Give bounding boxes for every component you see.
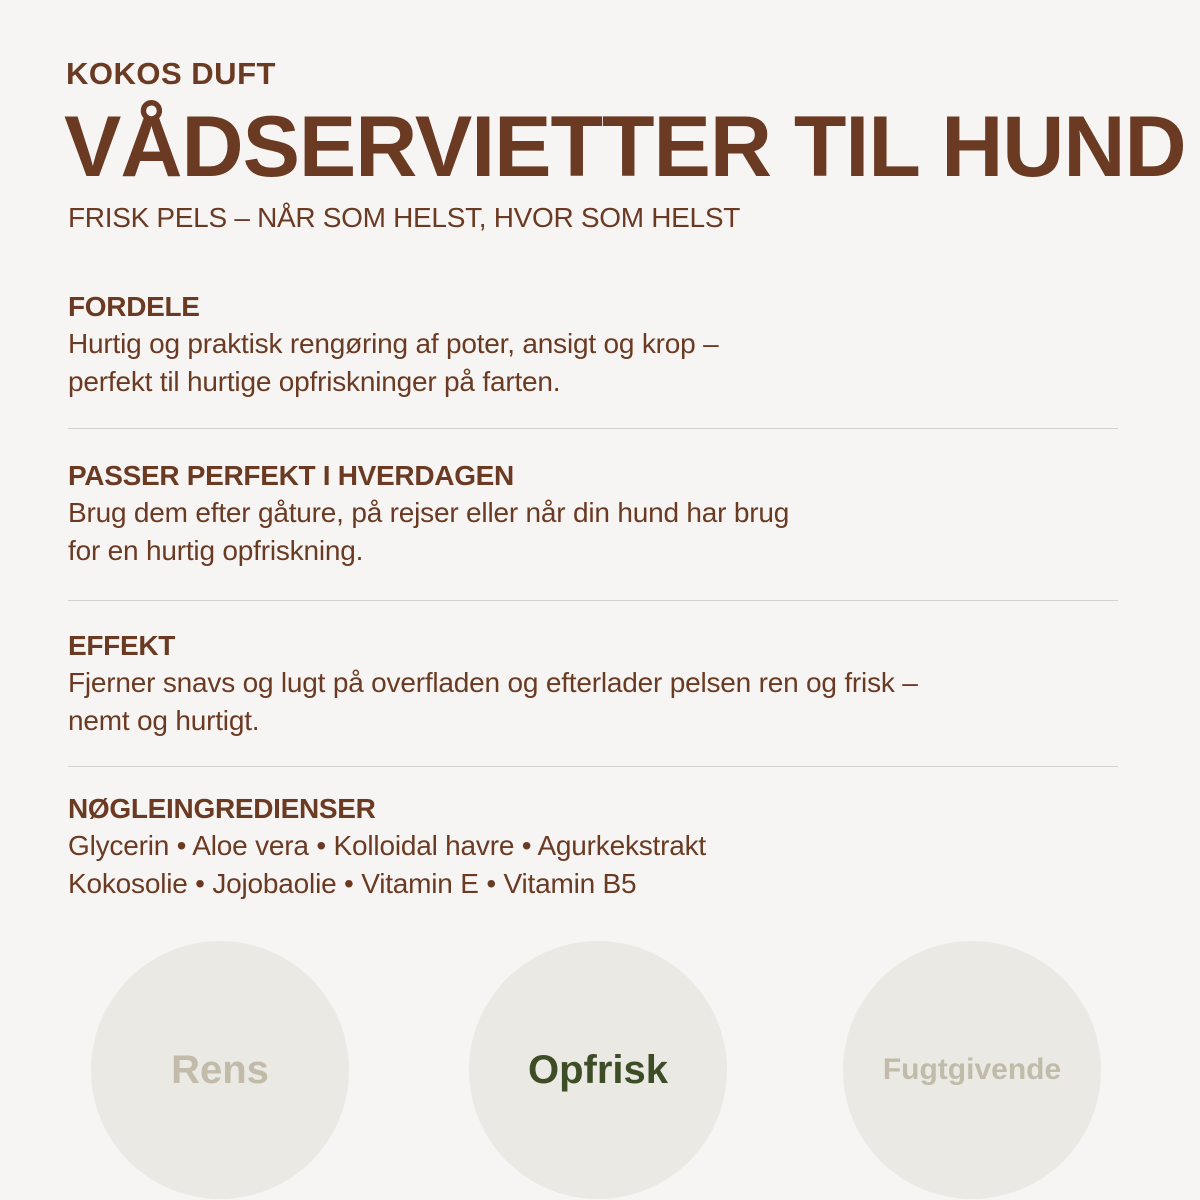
section-line: perfekt til hurtige opfriskninger på farten.	[68, 366, 561, 397]
section-ingredienser	[68, 791, 1118, 903]
badge-opfrisk	[469, 941, 727, 1199]
section-line: Kokosolie • Jojobaolie • Vitamin E • Vitamin B5	[68, 868, 637, 899]
section-fordele	[68, 289, 1118, 401]
divider	[68, 428, 1118, 429]
badge-fugtgivende	[843, 941, 1101, 1199]
badge-label: Fugtgivende	[882, 1053, 1062, 1086]
section-body	[68, 664, 1118, 740]
page-title: VÅDSERVIETTER TIL HUND	[64, 99, 1186, 195]
section-line: for en hurtig opfriskning.	[68, 535, 364, 566]
kicker-label: KOKOS DUFT	[66, 56, 276, 91]
section-title: PASSER PERFEKT I HVERDAGEN	[68, 460, 514, 491]
section-line: nemt og hurtigt.	[68, 705, 260, 736]
section-body	[68, 325, 1118, 401]
badge-rens	[91, 941, 349, 1199]
badge-label: Rens	[171, 1047, 269, 1092]
section-title: NØGLEINGREDIENSER	[68, 793, 376, 824]
section-hverdagen	[68, 458, 1118, 570]
page-subtitle: FRISK PELS – NÅR SOM HELST, HVOR SOM HELST	[68, 202, 741, 233]
section-title: EFFEKT	[68, 630, 176, 661]
section-effekt	[68, 628, 1118, 740]
section-line: Fjerner snavs og lugt på overfladen og efterlader pelsen ren og frisk –	[68, 667, 918, 698]
section-title: FORDELE	[68, 291, 200, 322]
divider	[68, 600, 1118, 601]
divider	[68, 766, 1118, 767]
section-line: Brug dem efter gåture, på rejser eller når din hund har brug	[68, 497, 790, 528]
section-line: Hurtig og praktisk rengøring af poter, ansigt og krop –	[68, 328, 719, 359]
section-body	[68, 494, 1118, 570]
badge-label: Opfrisk	[527, 1047, 669, 1092]
section-body	[68, 827, 1118, 903]
section-line: Glycerin • Aloe vera • Kolloidal havre • Agurkekstrakt	[68, 830, 707, 861]
